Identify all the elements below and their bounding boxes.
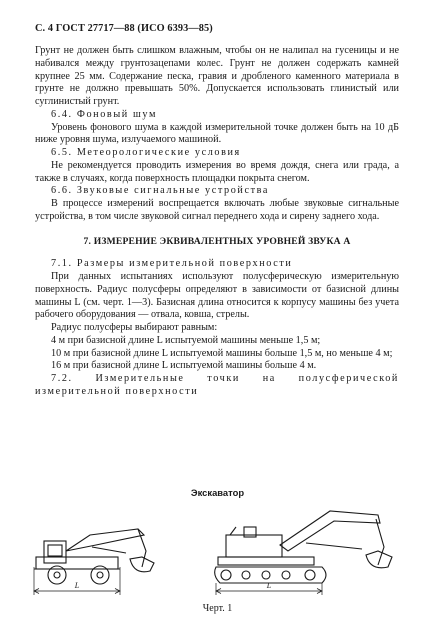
paragraph-soil: Грунт не должен быть слишком влажным, чтобы он не налипал на гусеницы и не набивался между грунтозацепами колес. Грунт не должен содержать камней крупнее 25 мм. Содержание песка, гравия и дробленого каменного материала в грунте не должно превышать 50%. Допускается использовать глинистый или суглинистый грунт. [35, 45, 399, 107]
figure-caption: Черт. 1 [202, 603, 233, 614]
list-item-radius-16: 16 м при базисной длине L испытуемой машины больше 4 м. [51, 360, 317, 372]
paragraph-hemisphere: При данных испытаниях используют полусферическую измерительную поверхность. Радиус полусферы определяют в зависимости от базисной длины машины L (см. черт. 1—3). Базисная длина относится к корпусу машины без учета рабочего оборудования — отвала, ковша, стрелы. [35, 271, 399, 321]
dimension-label-right: L [266, 581, 272, 590]
heading-7-1: 7.1. Размеры измерительной поверхности [51, 258, 293, 270]
body-text [35, 45, 399, 399]
page-header: С. 4 ГОСТ 27717—88 (ИСО 6393—85) [35, 23, 213, 34]
paragraph-background-noise: Уровень фонового шума в каждой измерительной точке должен быть на 10 дБ ниже уровня шума, излучаемого машиной. [35, 121, 399, 146]
excavator-drawing [30, 505, 410, 595]
dimension-label-left: L [74, 581, 80, 590]
paragraph-radius-intro: Радиус полусферы выбирают равным: [51, 322, 218, 333]
heading-6-5: 6.5. Метеорологические условия [51, 147, 241, 158]
list-item-radius-4: 4 м при базисной длине L испытуемой машины меньше 1,5 м; [51, 334, 321, 346]
heading-7-2: 7.2. Измерительные точки на полусферической измерительной поверхности [35, 373, 399, 397]
paragraph-signals: В процессе измерений воспрещается включать любые звуковые сигнальные устройства, в том числе звуковой сигнал переднего хода и сирену заднего хода. [35, 198, 399, 222]
figure-title: Экскаватор [190, 487, 245, 498]
paragraph-weather: Не рекомендуется проводить измерения во время дождя, снега или града, а также в случаях, когда поверхность площадки покрыта снегом. [35, 159, 399, 184]
tracked-excavator-illustration [215, 511, 392, 583]
heading-6-4: 6.4. Фоновый шум [51, 108, 158, 120]
wheeled-excavator-illustration [34, 529, 154, 584]
list-item-radius-10: 10 м при базисной длине L испытуемой машины больше 1,5 м, но меньше 4 м; [51, 347, 393, 359]
section-7-title: 7. ИЗМЕРЕНИЕ ЭКВИВАЛЕНТНЫХ УРОВНЕЙ ЗВУКА A [83, 235, 351, 247]
heading-6-6: 6.6. Звуковые сигнальные устройства [51, 185, 270, 197]
